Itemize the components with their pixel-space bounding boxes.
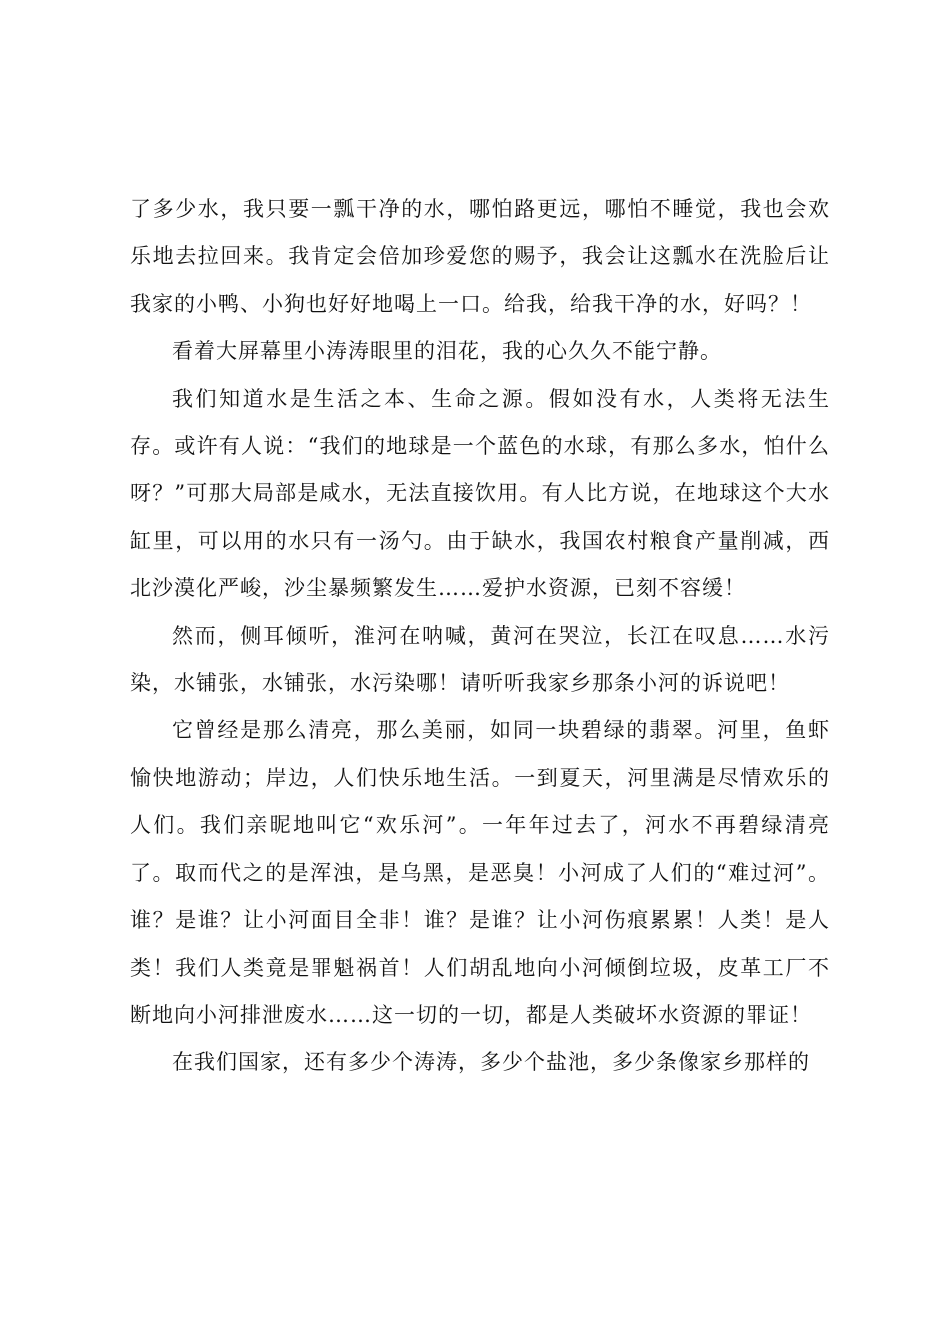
paragraph-1: 了多少水，我只要一瓢干净的水，哪怕路更远，哪怕不睡觉，我也会欢乐地去拉回来。我肯定会倍加珍爱您的赐予，我会让这瓢水在洗脸后让我家的小鸭、小狗也好好地喝上一口。给我，给我干净的水，好吗？！	[130, 197, 830, 316]
document-body	[130, 186, 830, 1087]
paragraph-5: 它曾经是那么清亮，那么美丽，如同一块碧绿的翡翠。河里，鱼虾愉快地游动；岸边，人们快乐地生活。一到夏天，河里满是尽情欢乐的人们。我们亲昵地叫它“欢乐河”。一年年过去了，河水不再碧绿清亮了。取而代之的是浑浊，是乌黑，是恶臭！小河成了人们的“难过河”。谁？是谁？让小河面目全非！谁？是谁？让小河伤痕累累！人类！是人类！我们人类竟是罪魁祸首！人们胡乱地向小河倾倒垃圾，皮革工厂不断地向小河排泄废水……这一切的一切，都是人类破坏水资源的罪证！	[130, 718, 830, 1027]
paragraph-6: 在我们国家，还有多少个涛涛，多少个盐池，多少条像家乡那样的	[172, 1050, 810, 1075]
paragraph-3: 我们知道水是生活之本、生命之源。假如没有水，人类将无法生存。或许有人说：“我们的地球是一个蓝色的水球，有那么多水，怕什么呀？”可那大局部是咸水，无法直接饮用。有人比方说，在地球这个大水缸里，可以用的水只有一汤勺。由于缺水，我国农村粮食产量削减，西北沙漠化严峻，沙尘暴频繁发生……爱护水资源，已刻不容缓！	[130, 386, 830, 601]
paragraph-2: 看着大屏幕里小涛涛眼里的泪花，我的心久久不能宁静。	[172, 339, 722, 364]
paragraph-4: 然而，侧耳倾听，淮河在呐喊，黄河在哭泣，长江在叹息……水污染，水铺张，水铺张，水污染哪！请听听我家乡那条小河的诉说吧！	[130, 623, 830, 696]
